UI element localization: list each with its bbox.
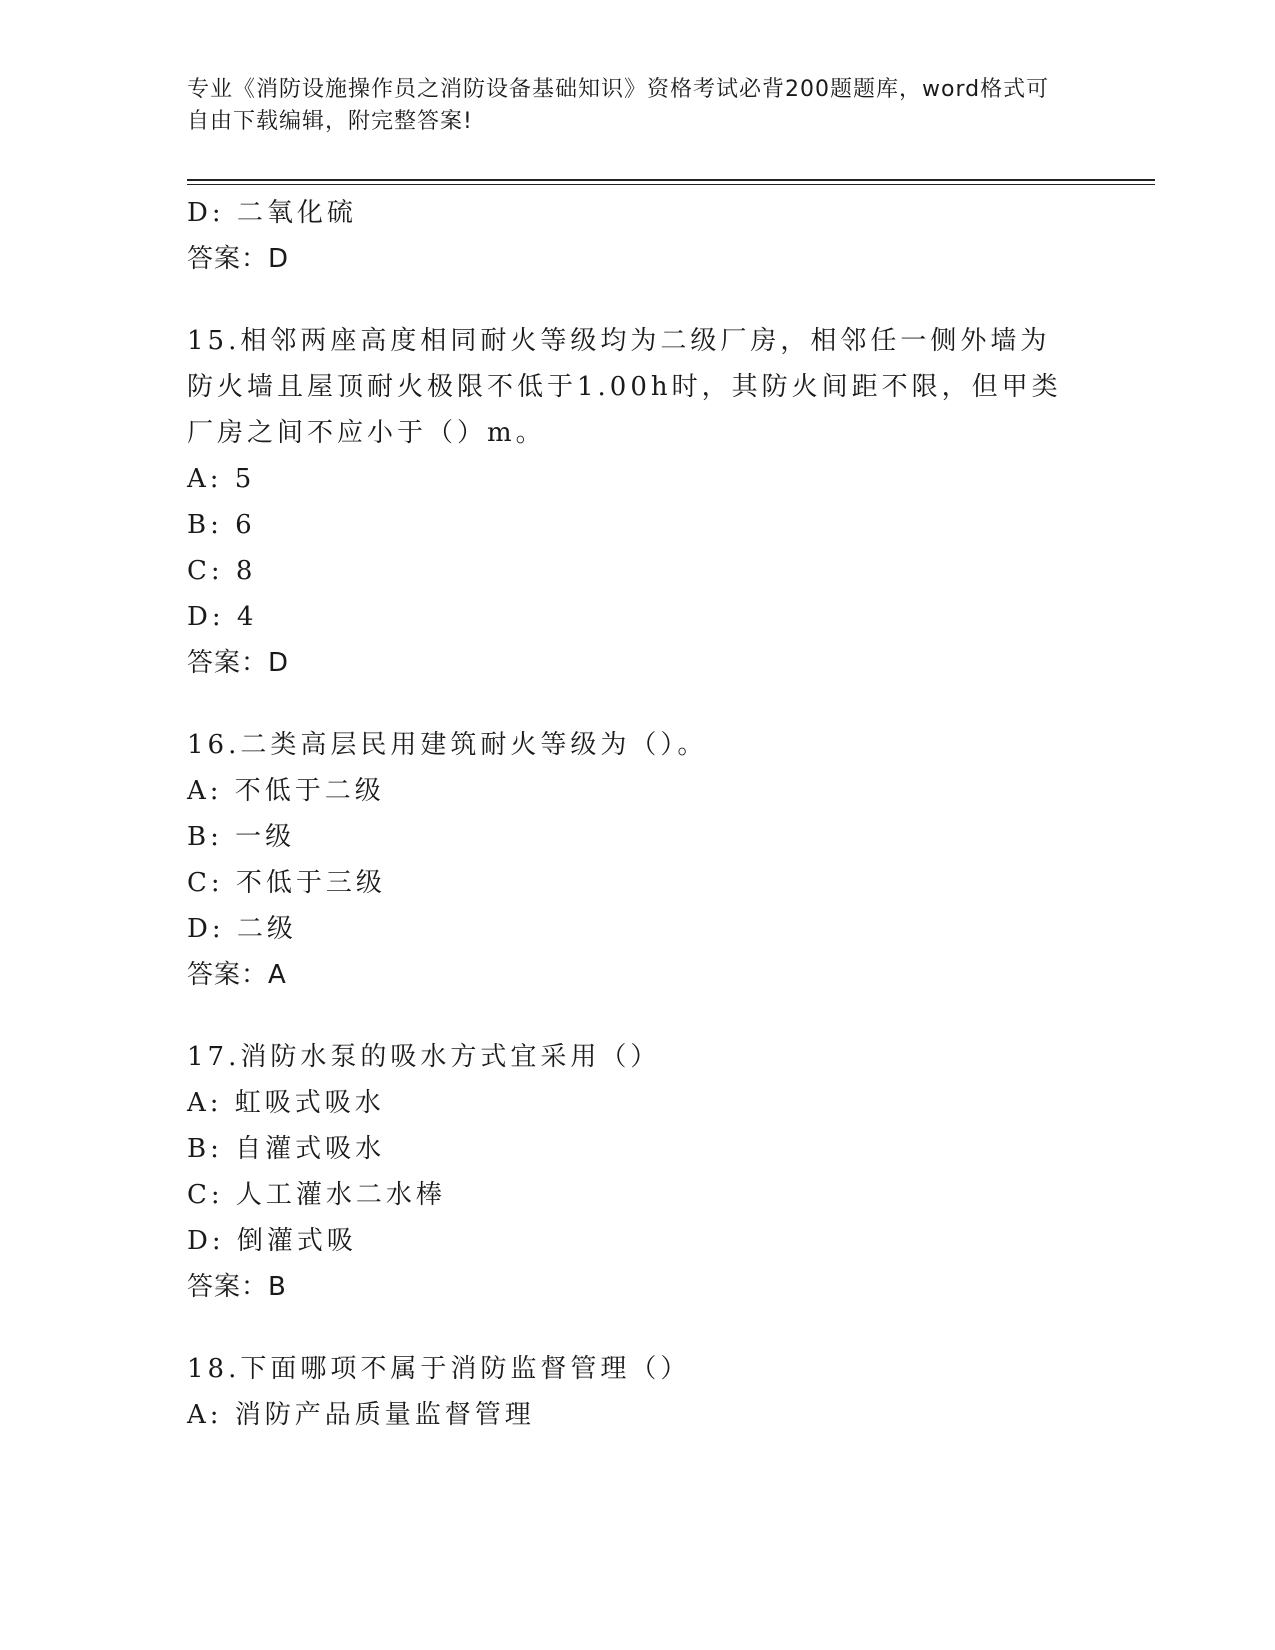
header-divider-thin — [187, 184, 1155, 185]
question-17-text: 17.消防水泵的吸水方式宜采用（） — [187, 1042, 661, 1072]
question-15-option-d: D: 4 — [187, 602, 258, 632]
question-15-option-c: C: 8 — [187, 556, 257, 586]
question-16-option-d: D: 二级 — [187, 914, 297, 944]
carryover-answer: 答案：D — [187, 244, 290, 274]
header-text: 专业《消防设施操作员之消防设备基础知识》资格考试必背200题题库，word格式可自由下载编辑，附完整答案! — [187, 77, 1050, 134]
question-16-option-a: A: 不低于二级 — [187, 776, 385, 806]
question-18 — [187, 1346, 1087, 1438]
question-17-option-c: C: 人工灌水二水棒 — [187, 1180, 446, 1210]
question-15-text: 15.相邻两座高度相同耐火等级均为二级厂房，相邻任一侧外墙为防火墙且屋顶耐火极限不低于1.00h时，其防火间距不限，但甲类厂房之间不应小于（）m。 — [187, 326, 1062, 448]
question-15 — [187, 318, 1087, 686]
header-divider-thick — [187, 179, 1155, 181]
question-18-text: 18.下面哪项不属于消防监督管理（） — [187, 1354, 691, 1384]
question-15-answer: 答案：D — [187, 648, 290, 678]
question-17-answer: 答案：B — [187, 1272, 287, 1302]
question-16 — [187, 722, 1087, 998]
question-17-option-d: D: 倒灌式吸 — [187, 1226, 357, 1256]
question-17-option-b: B: 自灌式吸水 — [187, 1134, 386, 1164]
question-16-option-c: C: 不低于三级 — [187, 868, 386, 898]
question-16-text: 16.二类高层民用建筑耐火等级为（）。 — [187, 730, 708, 760]
question-15-option-b: B: 6 — [187, 510, 256, 540]
page-header — [187, 74, 1067, 138]
question-15-option-a: A: 5 — [187, 464, 256, 494]
question-18-option-a: A: 消防产品质量监督管理 — [187, 1400, 535, 1430]
question-16-option-b: B: 一级 — [187, 822, 296, 852]
carryover-option-d: D: 二氧化硫 — [187, 198, 357, 228]
question-list — [187, 190, 1087, 1438]
question-17 — [187, 1034, 1087, 1310]
question-16-answer: 答案：A — [187, 960, 287, 990]
question-17-option-a: A: 虹吸式吸水 — [187, 1088, 385, 1118]
